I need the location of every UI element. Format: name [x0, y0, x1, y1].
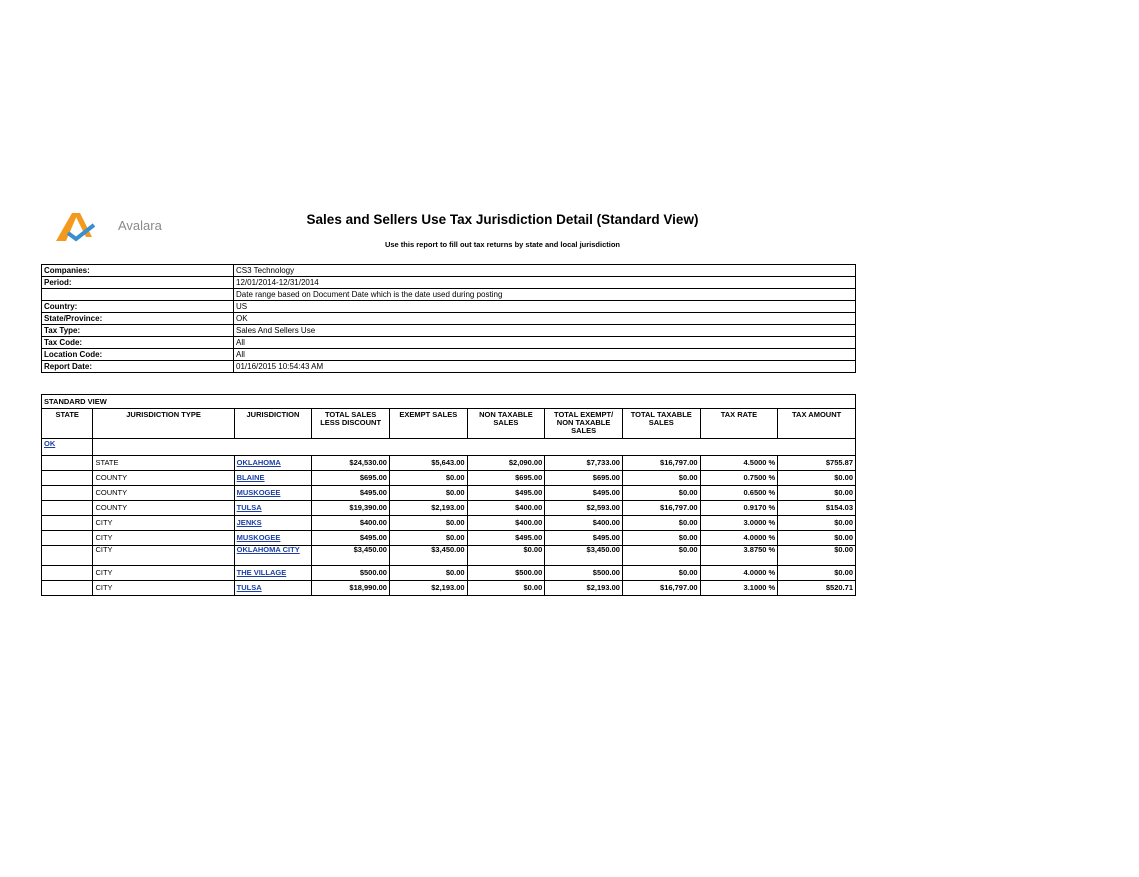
col-tax-rate: TAX RATE [700, 409, 778, 439]
jurisdiction-type-cell: CITY [93, 566, 234, 581]
col-jurisdiction: JURISDICTION [234, 409, 312, 439]
param-row [42, 301, 856, 313]
tax-amount-cell: $520.71 [778, 581, 856, 596]
avalara-logo-icon [52, 207, 114, 245]
param-label: Tax Code: [42, 337, 234, 349]
col-jurisdiction-type: JURISDICTION TYPE [93, 409, 234, 439]
total-taxable-cell: $0.00 [622, 531, 700, 546]
param-row [42, 325, 856, 337]
jurisdiction-link[interactable]: BLAINE [236, 473, 265, 482]
param-row [42, 313, 856, 325]
jurisdiction-type-cell: CITY [93, 531, 234, 546]
total-exempt-cell: $500.00 [545, 566, 623, 581]
exempt-sales-cell: $2,193.00 [389, 501, 467, 516]
total-sales-cell: $500.00 [312, 566, 390, 581]
exempt-sales-cell: $0.00 [389, 566, 467, 581]
report-parameters-table [41, 264, 856, 373]
non-taxable-cell: $695.00 [467, 471, 545, 486]
tax-amount-cell: $154.03 [778, 501, 856, 516]
total-taxable-cell: $0.00 [622, 471, 700, 486]
jurisdiction-cell [234, 486, 312, 501]
total-exempt-cell: $7,733.00 [545, 456, 623, 471]
param-label: Period: [42, 277, 234, 289]
col-total-taxable: TOTAL TAXABLE SALES [622, 409, 700, 439]
total-sales-cell: $19,390.00 [312, 501, 390, 516]
param-note: Date range based on Document Date which is the date used during posting [234, 289, 856, 301]
exempt-sales-cell: $3,450.00 [389, 546, 467, 566]
tax-rate-cell: 3.0000 % [700, 516, 778, 531]
jurisdiction-link[interactable]: OKLAHOMA [236, 458, 281, 467]
param-label: Location Code: [42, 349, 234, 361]
jurisdiction-cell [234, 566, 312, 581]
total-sales-cell: $695.00 [312, 471, 390, 486]
tax-rate-cell: 3.8750 % [700, 546, 778, 566]
total-taxable-cell: $0.00 [622, 546, 700, 566]
jurisdiction-link[interactable]: MUSKOGEE [236, 488, 281, 497]
col-non-taxable-sales: NON TAXABLE SALES [467, 409, 545, 439]
exempt-sales-cell: $0.00 [389, 531, 467, 546]
total-sales-cell: $495.00 [312, 486, 390, 501]
param-label: State/Province: [42, 313, 234, 325]
non-taxable-cell: $0.00 [467, 546, 545, 566]
state-link[interactable]: OK [44, 439, 56, 448]
param-value: 12/01/2014-12/31/2014 [234, 277, 856, 289]
total-exempt-cell: $695.00 [545, 471, 623, 486]
tax-rate-cell: 0.7500 % [700, 471, 778, 486]
param-row [42, 349, 856, 361]
exempt-sales-cell: $2,193.00 [389, 581, 467, 596]
total-taxable-cell: $0.00 [622, 486, 700, 501]
total-exempt-cell: $400.00 [545, 516, 623, 531]
param-value: All [234, 337, 856, 349]
tax-rate-cell: 0.6500 % [700, 486, 778, 501]
col-total-exempt: TOTAL EXEMPT/ NON TAXABLE SALES [545, 409, 623, 439]
param-row [42, 265, 856, 277]
standard-view-table [41, 394, 856, 596]
param-label: Companies: [42, 265, 234, 277]
param-value: All [234, 349, 856, 361]
param-row [42, 337, 856, 349]
jurisdiction-type-cell: CITY [93, 546, 234, 566]
jurisdiction-cell [234, 501, 312, 516]
col-total-sales: TOTAL SALES LESS DISCOUNT [312, 409, 390, 439]
tax-rate-cell: 4.0000 % [700, 531, 778, 546]
param-label: Report Date: [42, 361, 234, 373]
jurisdiction-type-cell: COUNTY [93, 486, 234, 501]
jurisdiction-rows [42, 456, 856, 596]
state-cell [42, 566, 93, 581]
non-taxable-cell: $2,090.00 [467, 456, 545, 471]
jurisdiction-cell [234, 581, 312, 596]
param-label: Country: [42, 301, 234, 313]
jurisdiction-type-cell: COUNTY [93, 501, 234, 516]
param-row [42, 289, 856, 301]
tax-amount-cell: $755.87 [778, 456, 856, 471]
tax-rate-cell: 3.1000 % [700, 581, 778, 596]
state-cell [42, 546, 93, 566]
report-subtitle: Use this report to fill out tax returns by state and local jurisdiction [384, 240, 621, 249]
jurisdiction-link[interactable]: TULSA [236, 583, 262, 592]
state-cell [42, 501, 93, 516]
param-row [42, 277, 856, 289]
state-cell [42, 471, 93, 486]
table-row [42, 486, 856, 501]
standard-view-heading-row [42, 395, 856, 409]
jurisdiction-link[interactable]: TULSA [236, 503, 262, 512]
state-cell [42, 581, 93, 596]
avalara-logo [52, 207, 192, 247]
tax-rate-cell: 0.9170 % [700, 501, 778, 516]
tax-amount-cell: $0.00 [778, 516, 856, 531]
table-row [42, 531, 856, 546]
exempt-sales-cell: $5,643.00 [389, 456, 467, 471]
table-row [42, 516, 856, 531]
total-sales-cell: $495.00 [312, 531, 390, 546]
tax-rate-cell: 4.5000 % [700, 456, 778, 471]
total-taxable-cell: $16,797.00 [622, 456, 700, 471]
state-group-row [42, 439, 856, 456]
col-tax-amount: TAX AMOUNT [778, 409, 856, 439]
column-header-row [42, 409, 856, 439]
jurisdiction-type-cell: COUNTY [93, 471, 234, 486]
param-label [42, 289, 234, 301]
non-taxable-cell: $0.00 [467, 581, 545, 596]
tax-amount-cell: $0.00 [778, 486, 856, 501]
col-exempt-sales: EXEMPT SALES [389, 409, 467, 439]
tax-amount-cell: $0.00 [778, 566, 856, 581]
jurisdiction-link[interactable]: OKLAHOMA CITY [236, 545, 300, 554]
exempt-sales-cell: $0.00 [389, 486, 467, 501]
table-row [42, 581, 856, 596]
total-taxable-cell: $16,797.00 [622, 501, 700, 516]
state-cell [42, 439, 93, 456]
total-exempt-cell: $495.00 [545, 486, 623, 501]
state-cell [42, 486, 93, 501]
state-cell [42, 516, 93, 531]
jurisdiction-cell [234, 471, 312, 486]
col-state: STATE [42, 409, 93, 439]
non-taxable-cell: $400.00 [467, 501, 545, 516]
state-group-spacer [93, 439, 856, 456]
jurisdiction-link[interactable]: THE VILLAGE [236, 568, 287, 577]
table-row [42, 471, 856, 486]
total-exempt-cell: $2,193.00 [545, 581, 623, 596]
exempt-sales-cell: $0.00 [389, 516, 467, 531]
jurisdiction-link[interactable]: MUSKOGEE [236, 533, 281, 542]
exempt-sales-cell: $0.00 [389, 471, 467, 486]
table-row [42, 546, 856, 566]
non-taxable-cell: $495.00 [467, 486, 545, 501]
non-taxable-cell: $500.00 [467, 566, 545, 581]
param-value: US [234, 301, 856, 313]
param-value: OK [234, 313, 856, 325]
param-label: Tax Type: [42, 325, 234, 337]
state-cell [42, 456, 93, 471]
tax-amount-cell: $0.00 [778, 471, 856, 486]
tax-rate-cell: 4.0000 % [700, 566, 778, 581]
jurisdiction-cell [234, 516, 312, 531]
jurisdiction-link[interactable]: JENKS [236, 518, 262, 527]
total-sales-cell: $18,990.00 [312, 581, 390, 596]
param-value: 01/16/2015 10:54:43 AM [234, 361, 856, 373]
jurisdiction-type-cell: STATE [93, 456, 234, 471]
total-sales-cell: $400.00 [312, 516, 390, 531]
non-taxable-cell: $400.00 [467, 516, 545, 531]
total-exempt-cell: $3,450.00 [545, 546, 623, 566]
param-value: Sales And Sellers Use [234, 325, 856, 337]
total-sales-cell: $24,530.00 [312, 456, 390, 471]
non-taxable-cell: $495.00 [467, 531, 545, 546]
jurisdiction-cell [234, 456, 312, 471]
standard-view-heading: STANDARD VIEW [42, 395, 856, 409]
jurisdiction-cell [234, 546, 312, 566]
table-row [42, 501, 856, 516]
state-cell [42, 531, 93, 546]
table-row [42, 566, 856, 581]
jurisdiction-cell [234, 531, 312, 546]
jurisdiction-type-cell: CITY [93, 581, 234, 596]
table-row [42, 456, 856, 471]
param-row [42, 361, 856, 373]
jurisdiction-type-cell: CITY [93, 516, 234, 531]
total-taxable-cell: $0.00 [622, 566, 700, 581]
report-title: Sales and Sellers Use Tax Jurisdiction Detail (Standard View) [306, 212, 699, 227]
total-taxable-cell: $0.00 [622, 516, 700, 531]
total-taxable-cell: $16,797.00 [622, 581, 700, 596]
total-exempt-cell: $495.00 [545, 531, 623, 546]
total-exempt-cell: $2,593.00 [545, 501, 623, 516]
tax-amount-cell: $0.00 [778, 546, 856, 566]
total-sales-cell: $3,450.00 [312, 546, 390, 566]
logo-text: Avalara [118, 218, 162, 233]
param-value: CS3 Technology [234, 265, 856, 277]
tax-amount-cell: $0.00 [778, 531, 856, 546]
